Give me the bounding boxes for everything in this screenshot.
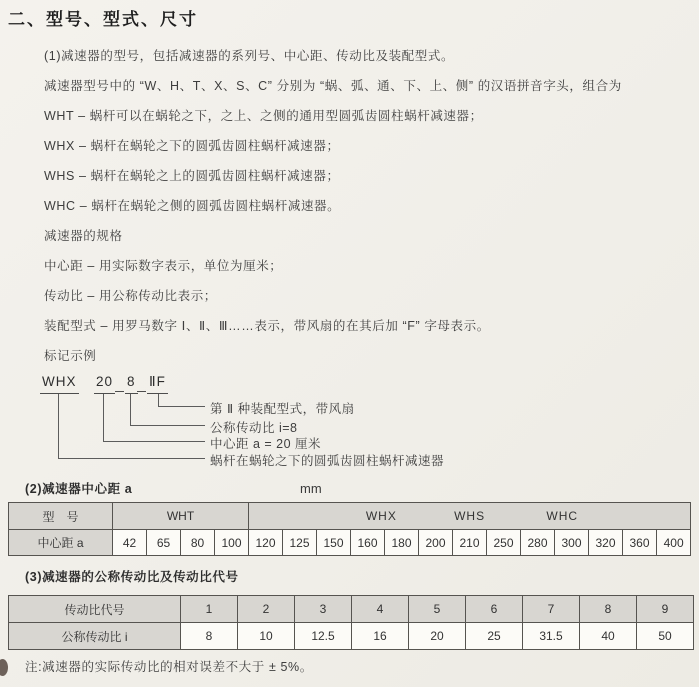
table1-value: 360 [623,530,657,556]
table1-group-whc: WHC [546,509,579,523]
table1-value: 150 [317,530,351,556]
example-heading: 标记示例 [44,349,97,363]
table1-group-whs: WHS [454,509,486,523]
table2-code: 4 [352,596,409,623]
model-code-assembly: ⅡF [147,374,168,394]
paragraph-whc-definition: WHC – 蜗杆在蜗轮之侧的圆弧齿圆柱蜗杆减速器。 [44,199,341,213]
table1-value: 300 [555,530,589,556]
table1-value: 280 [521,530,555,556]
table1-value: 250 [487,530,521,556]
table1-header-model: 型 号 [9,503,113,530]
table1-group-whx: WHX [365,509,397,523]
table1-value: 180 [385,530,419,556]
table2-code: 7 [523,596,580,623]
table1-value: 80 [181,530,215,556]
table2-ratio: 40 [580,623,637,650]
page-title: 二、型号、型式、尺寸 [8,10,198,29]
diagram-label-center: 中心距 a = 20 厘米 [210,437,322,451]
table-row [9,596,694,623]
table1-group-others [249,503,691,530]
table1-value: 160 [351,530,385,556]
paragraph-assembly-type: 装配型式 – 用罗马数字 Ⅰ、Ⅱ、Ⅲ……表示，带风扇的在其后加 “F” 字母表示。 [44,319,490,333]
model-code-ratio: 8 [125,374,138,394]
table2-code: 3 [295,596,352,623]
model-code-dash-icon [115,374,124,392]
diagram-label-assembly: 第 Ⅱ 种装配型式，带风扇 [210,402,355,416]
table2-code: 8 [580,596,637,623]
table2-code: 2 [238,596,295,623]
table1-unit-label: mm [300,481,322,496]
table2-code: 6 [466,596,523,623]
scan-artifact [0,659,8,676]
paragraph-ratio: 传动比 – 用公称传动比表示； [44,289,217,303]
paragraph-whx-definition: WHX – 蜗杆在蜗轮之下的圆弧齿圆柱蜗杆减速器； [44,139,340,153]
ratio-code-table [8,595,694,650]
table2-code: 5 [409,596,466,623]
diagram-connector-line [58,394,205,459]
table1-value: 200 [419,530,453,556]
paragraph-whs-definition: WHS – 蜗杆在蜗轮之上的圆弧齿圆柱蜗杆减速器； [44,169,340,183]
model-code-center: 20 [94,374,115,394]
paragraph-letter-meaning: 减速器型号中的 “W、H、T、X、S、C” 分别为 “蜗、弧、通、下、上、侧” 的汉语拼音字头，组合为 [44,79,622,93]
table1-group-wht: WHT [113,503,249,530]
center-distance-table [8,502,691,556]
table-row [9,503,691,530]
table-row [9,530,691,556]
paragraph-spec-heading: 减速器的规格 [44,229,123,243]
table2-code: 9 [637,596,694,623]
table2-code: 1 [181,596,238,623]
table-row [9,623,694,650]
table2-caption: (3)减速器的公称传动比及传动比代号 [25,570,239,584]
table1-value: 125 [283,530,317,556]
table2-ratio: 8 [181,623,238,650]
table2-ratio: 16 [352,623,409,650]
table1-value: 320 [589,530,623,556]
table1-value: 210 [453,530,487,556]
table1-caption: (2)减速器中心距 a [25,482,133,496]
table1-row-label: 中心距 a [9,530,113,556]
table1-value: 65 [147,530,181,556]
diagram-label-ratio: 公称传动比 i=8 [210,421,298,435]
table1-value: 42 [113,530,147,556]
table1-value: 120 [249,530,283,556]
model-code-dash-icon [137,374,146,392]
table2-ratio: 50 [637,623,694,650]
table2-ratio: 31.5 [523,623,580,650]
table2-ratio: 20 [409,623,466,650]
diagram-label-series: 蜗杆在蜗轮之下的圆弧齿圆柱蜗杆减速器 [210,454,445,468]
table2-code-label: 传动比代号 [9,596,181,623]
model-code-series: WHX [40,374,79,394]
paragraph-wht-definition: WHT – 蜗杆可以在蜗轮之下，之上、之侧的通用型圆弧齿圆柱蜗杆减速器； [44,109,483,123]
footnote: 注:减速器的实际传动比的相对误差不大于 ± 5%。 [25,660,313,674]
table2-ratio: 10 [238,623,295,650]
table1-value: 100 [215,530,249,556]
table2-ratio: 25 [466,623,523,650]
table2-ratio-label: 公称传动比 i [9,623,181,650]
paragraph-center-distance: 中心距 – 用实际数字表示，单位为厘米； [44,259,283,273]
paragraph-model-intro: (1)减速器的型号，包括减速器的系列号、中心距、传动比及装配型式。 [44,49,455,63]
table2-ratio: 12.5 [295,623,352,650]
table1-value: 400 [657,530,691,556]
